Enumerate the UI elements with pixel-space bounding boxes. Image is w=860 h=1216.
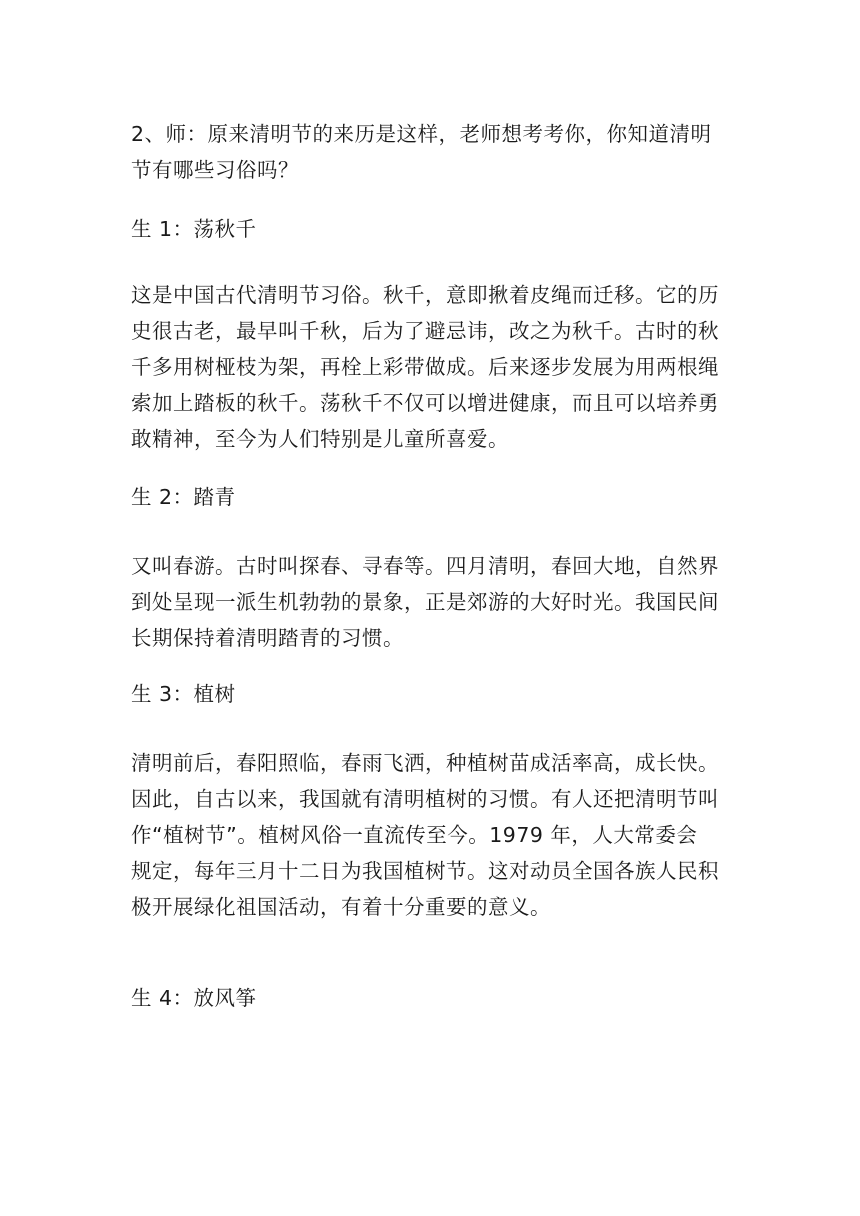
custom2-line: 到处呈现一派生机勃勃的景象，正是郊游的大好时光。我国民间 (131, 590, 719, 614)
intro-line: 2、师：原来清明节的来历是这样，老师想考考你，你知道清明 (131, 122, 712, 146)
intro-line: 节有哪些习俗吗？ (131, 158, 299, 182)
custom2-line: 长期保持着清明踏青的习惯。 (131, 626, 404, 650)
custom1-paragraph (131, 277, 731, 457)
intro-paragraph (131, 116, 731, 188)
custom3-line: 作“植树节”。植树风俗一直流传至今。1979 年，人大常委会 (131, 823, 698, 847)
custom1-line: 索加上踏板的秋千。荡秋千不仅可以增进健康，而且可以培养勇 (131, 391, 719, 415)
custom3-heading: 生 3：植树 (131, 682, 236, 706)
custom1-line: 这是中国古代清明节习俗。秋千，意即揪着皮绳而迁移。它的历 (131, 283, 719, 307)
custom2-paragraph (131, 548, 731, 656)
custom3-line: 因此，自古以来，我国就有清明植树的习惯。有人还把清明节叫 (131, 787, 719, 811)
custom1-heading: 生 1：荡秋千 (131, 217, 257, 241)
custom3-paragraph (131, 745, 731, 925)
custom1-line: 敢精神，至今为人们特别是儿童所喜爱。 (131, 427, 509, 451)
custom2-line: 又叫春游。古时叫探春、寻春等。四月清明，春回大地，自然界 (131, 554, 719, 578)
custom4-heading: 生 4：放风筝 (131, 986, 257, 1010)
custom3-line: 清明前后，春阳照临，春雨飞洒，种植树苗成活率高，成长快。 (131, 751, 719, 775)
custom3-line: 极开展绿化祖国活动，有着十分重要的意义。 (131, 895, 551, 919)
custom1-line: 史很古老，最早叫千秋，后为了避忌讳，改之为秋千。古时的秋 (131, 319, 719, 343)
custom2-heading: 生 2：踏青 (131, 485, 236, 509)
custom3-line: 规定，每年三月十二日为我国植树节。这对动员全国各族人民积 (131, 859, 719, 883)
custom1-line: 千多用树桠枝为架，再栓上彩带做成。后来逐步发展为用两根绳 (131, 355, 719, 379)
